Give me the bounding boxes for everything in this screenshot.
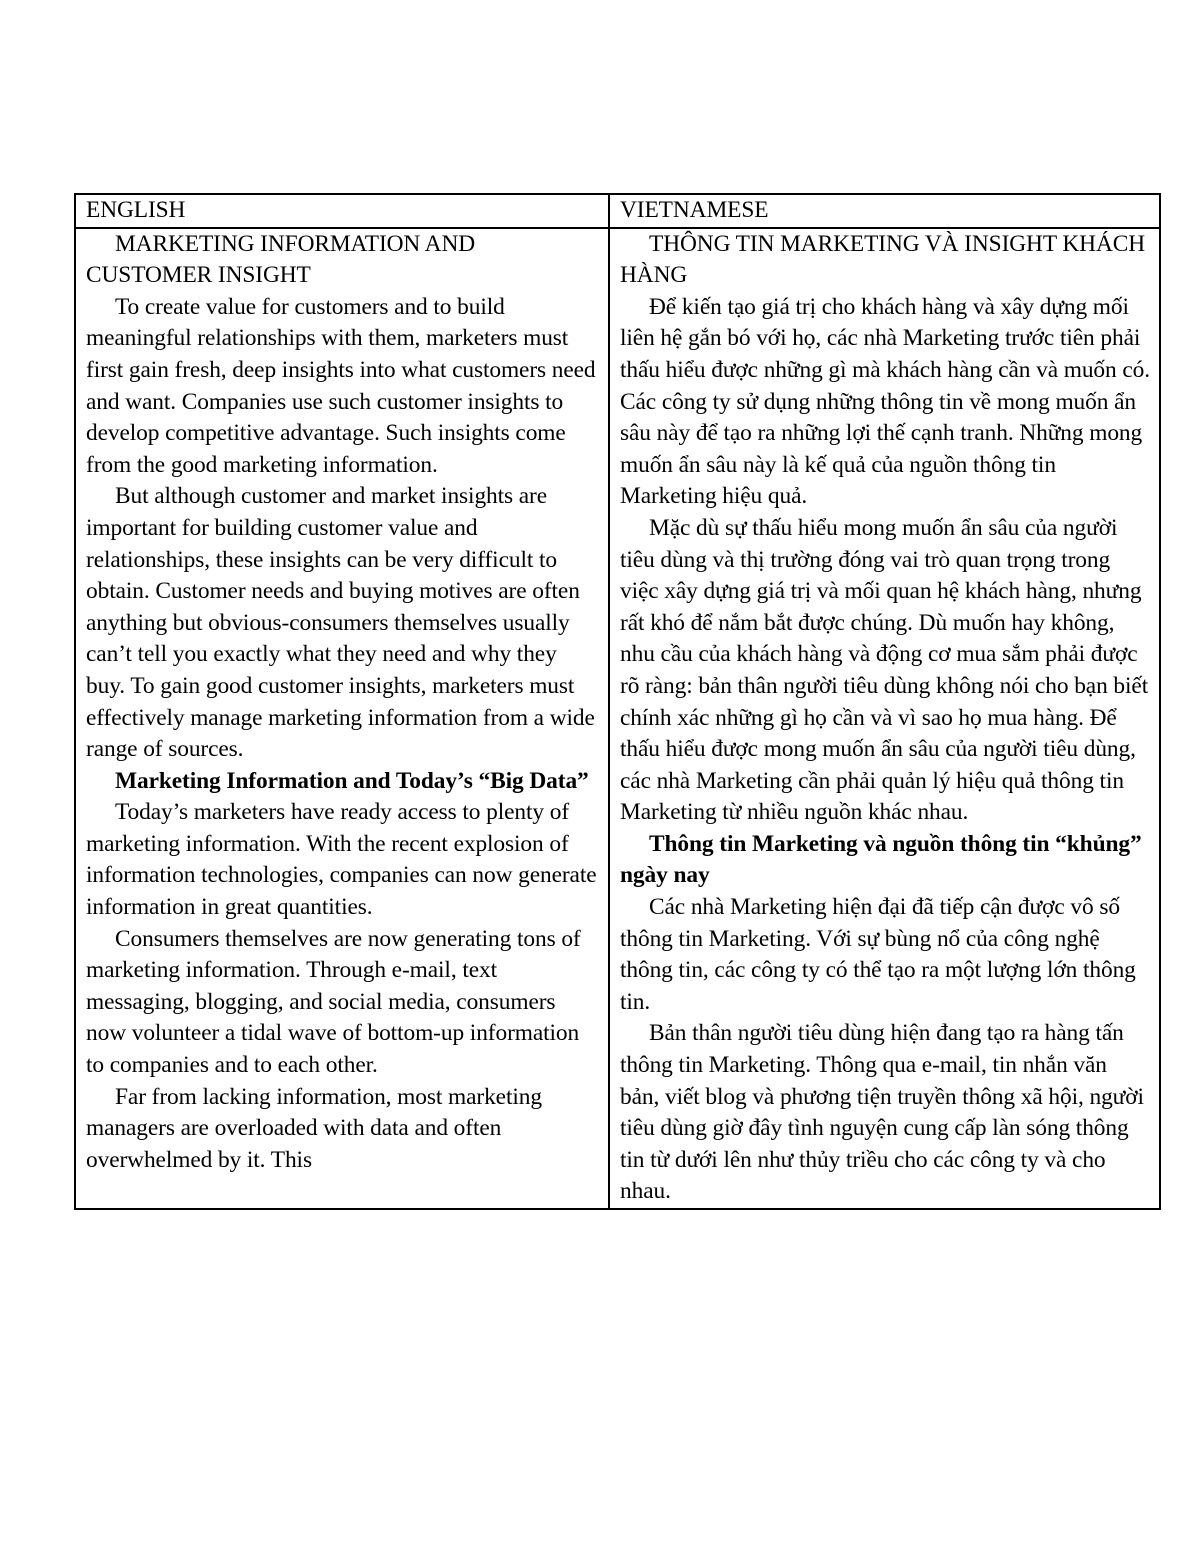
english-paragraph-1: To create value for customers and to build meaningful relationships with them, marketers must first gain fresh, deep insights into what customers need and want. Companies use such customer insights to develop competitive advantage. Such insights come from the good marketing information. xyxy=(86,293,596,478)
vietnamese-title: THÔNG TIN MARKETING VÀ INSIGHT KHÁCH HÀNG xyxy=(620,230,1146,289)
english-subheading: Marketing Information and Today’s “Big Data” xyxy=(115,767,589,794)
vietnamese-column xyxy=(609,228,1160,1209)
header-english: ENGLISH xyxy=(75,194,609,228)
vietnamese-paragraph-3: Các nhà Marketing hiện đại đã tiếp cận được vô số thông tin Marketing. Với sự bùng nổ của công nghệ thông tin, các công ty có thể tạo ra một lượng lớn thông tin. xyxy=(620,894,1136,1015)
table-header-row xyxy=(75,194,1160,228)
english-paragraph-3: Today’s marketers have ready access to plenty of marketing information. With the recent explosion of information technologies, companies can now generate information in great quantities. xyxy=(86,799,597,921)
vietnamese-paragraph-2: Mặc dù sự thấu hiểu mong muốn ẩn sâu của người tiêu dùng và thị trường đóng vai trò quan trọng trong việc xây dựng giá trị và mối quan hệ khách hàng, nhưng rất khó để nắm bắt được chúng. Dù muốn hay không, nhu cầu của khách hàng và động cơ mua sắm phải được rõ ràng: bản thân người tiêu dùng không nói cho bạn biết chính xác những gì họ cần và vì sao họ mua hàng. Để thấu hiểu được mong muốn ẩn sâu của người tiêu dùng, các nhà Marketing cần phải quản lý hiệu quả thông tin Marketing từ nhiều nguồn khác nhau. xyxy=(620,514,1149,826)
table-content-row xyxy=(75,228,1160,1209)
english-column xyxy=(75,228,609,1209)
translation-table xyxy=(74,193,1161,1210)
english-paragraph-4: Consumers themselves are now generating tons of marketing information. Through e-mail, text messaging, blogging, and social media, consumers now volunteer a tidal wave of bottom-up information to companies and to each other. xyxy=(86,925,581,1079)
english-paragraph-2: But although customer and market insights are important for building customer value and relationships, these insights can be very difficult to obtain. Customer needs and buying motives are often anything but obvious-consumers themselves usually can’t tell you exactly what they need and why they buy. To gain good customer insights, marketers must effectively manage marketing information from a wide range of sources. xyxy=(86,483,595,763)
english-title: MARKETING INFORMATION AND CUSTOMER INSIGHT xyxy=(86,230,476,289)
vietnamese-subheading: Thông tin Marketing và nguồn thông tin “khủng” ngày nay xyxy=(620,830,1142,889)
vietnamese-paragraph-4: Bản thân người tiêu dùng hiện đang tạo ra hàng tấn thông tin Marketing. Thông qua e-mail, tin nhắn văn bản, viết blog và phương tiện truyền thông xã hội, người tiêu dùng giờ đây tình nguyện cung cấp làn sóng thông tin từ dưới lên như thủy triều cho các công ty và cho nhau. xyxy=(620,1020,1144,1205)
header-vietnamese: VIETNAMESE xyxy=(609,194,1160,228)
english-paragraph-5: Far from lacking information, most marketing managers are overloaded with data and often overwhelmed by it. This xyxy=(86,1083,542,1173)
vietnamese-paragraph-1: Để kiến tạo giá trị cho khách hàng và xây dựng mối liên hệ gắn bó với họ, các nhà Marketing trước tiên phải thấu hiểu được những gì mà khách hàng cần và muốn có. Các công ty sử dụng những thông tin về mong muốn ẩn sâu này để tạo ra những lợi thế cạnh tranh. Những mong muốn ẩn sâu này là kế quả của nguồn thông tin Marketing hiệu quả. xyxy=(620,293,1150,510)
